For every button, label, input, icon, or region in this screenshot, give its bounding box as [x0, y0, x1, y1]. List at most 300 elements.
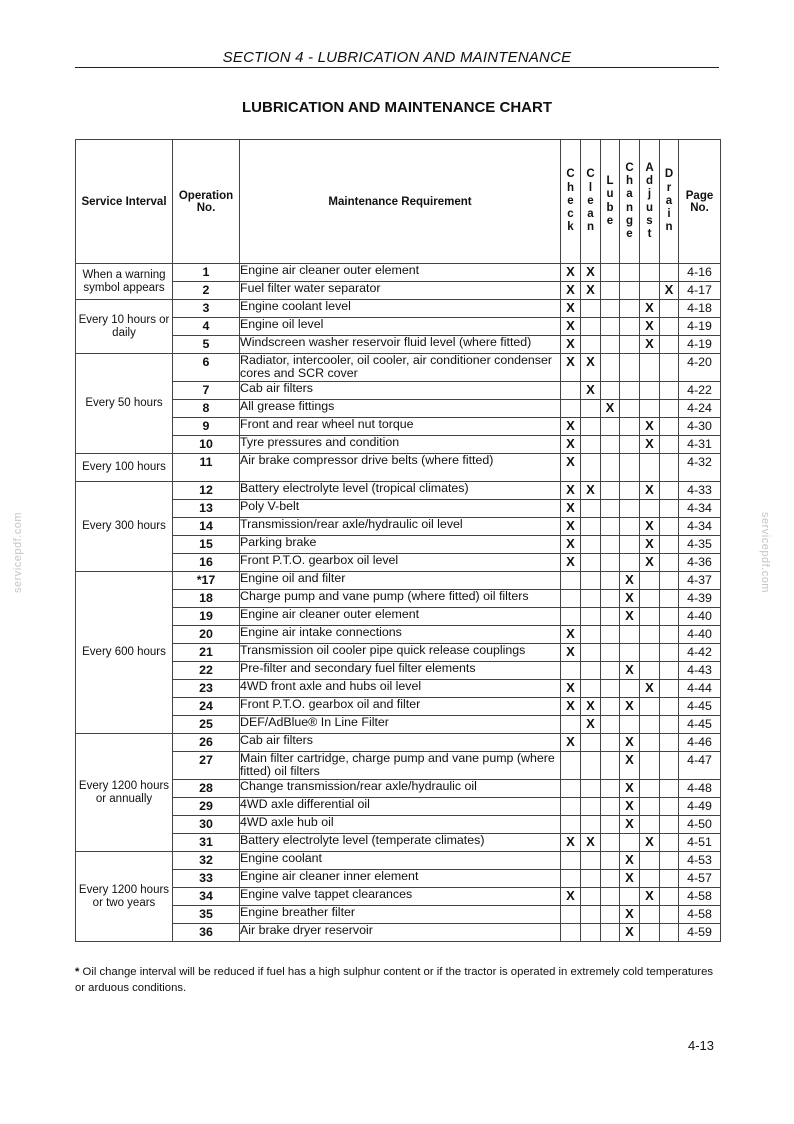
- operation-no-cell: 20: [173, 626, 240, 644]
- change-mark-cell: [620, 716, 640, 734]
- adjust-mark-cell: [640, 590, 660, 608]
- lube-mark-cell: [601, 816, 620, 834]
- check-mark-cell: X: [561, 300, 581, 318]
- lube-mark-cell: [601, 752, 620, 780]
- adjust-mark-cell: [640, 400, 660, 418]
- service-interval-cell: Every 300 hours: [76, 482, 173, 572]
- table-row: [76, 500, 721, 518]
- requirement-cell: Engine oil level: [240, 318, 561, 336]
- drain-mark-cell: [660, 572, 679, 590]
- page-no-cell: 4-50: [679, 816, 721, 834]
- operation-no-cell: 10: [173, 436, 240, 454]
- operation-no-cell: 14: [173, 518, 240, 536]
- page-no-cell: 4-36: [679, 554, 721, 572]
- service-interval-cell: Every 50 hours: [76, 354, 173, 454]
- page-no-cell: 4-34: [679, 518, 721, 536]
- lube-mark-cell: [601, 500, 620, 518]
- clean-mark-cell: [581, 870, 601, 888]
- drain-mark-cell: X: [660, 282, 679, 300]
- table-row: [76, 300, 721, 318]
- check-mark-cell: [561, 382, 581, 400]
- table-row: [76, 590, 721, 608]
- drain-mark-cell: [660, 264, 679, 282]
- operation-no-cell: 36: [173, 924, 240, 942]
- requirement-cell: Engine coolant: [240, 852, 561, 870]
- operation-no-cell: 25: [173, 716, 240, 734]
- operation-no-cell: 7: [173, 382, 240, 400]
- operation-no-cell: 23: [173, 680, 240, 698]
- check-mark-cell: X: [561, 482, 581, 500]
- requirement-cell: Transmission/rear axle/hydraulic oil level: [240, 518, 561, 536]
- lube-mark-cell: [601, 572, 620, 590]
- lube-mark-cell: [601, 698, 620, 716]
- service-interval-cell: Every 1200 hours or annually: [76, 734, 173, 852]
- lube-mark-cell: [601, 888, 620, 906]
- drain-mark-cell: [660, 644, 679, 662]
- clean-mark-cell: [581, 780, 601, 798]
- maintenance-chart: [75, 139, 721, 942]
- operation-no-cell: 13: [173, 500, 240, 518]
- col-lube: L u b e: [601, 140, 620, 264]
- clean-mark-cell: [581, 888, 601, 906]
- check-mark-cell: X: [561, 644, 581, 662]
- operation-no-cell: 1: [173, 264, 240, 282]
- check-mark-cell: [561, 572, 581, 590]
- page-no-cell: 4-46: [679, 734, 721, 752]
- lube-mark-cell: [601, 282, 620, 300]
- drain-mark-cell: [660, 482, 679, 500]
- clean-mark-cell: X: [581, 834, 601, 852]
- table-row: [76, 626, 721, 644]
- operation-no-cell: 33: [173, 870, 240, 888]
- service-interval-cell: Every 1200 hours or two years: [76, 852, 173, 942]
- change-mark-cell: [620, 354, 640, 382]
- check-mark-cell: [561, 798, 581, 816]
- requirement-cell: 4WD axle hub oil: [240, 816, 561, 834]
- clean-mark-cell: X: [581, 282, 601, 300]
- change-mark-cell: [620, 264, 640, 282]
- operation-no-cell: 19: [173, 608, 240, 626]
- lube-mark-cell: [601, 680, 620, 698]
- page-title: LUBRICATION AND MAINTENANCE CHART: [242, 99, 552, 116]
- page-no-cell: 4-31: [679, 436, 721, 454]
- page-no-cell: 4-17: [679, 282, 721, 300]
- requirement-cell: Engine air cleaner inner element: [240, 870, 561, 888]
- check-mark-cell: [561, 590, 581, 608]
- check-mark-cell: X: [561, 888, 581, 906]
- table-row: [76, 608, 721, 626]
- clean-mark-cell: [581, 798, 601, 816]
- lube-mark-cell: [601, 834, 620, 852]
- page-no-cell: 4-59: [679, 924, 721, 942]
- drain-mark-cell: [660, 454, 679, 482]
- page-no-cell: 4-42: [679, 644, 721, 662]
- lube-mark-cell: [601, 644, 620, 662]
- page-no-cell: 4-51: [679, 834, 721, 852]
- table-row: [76, 336, 721, 354]
- clean-mark-cell: X: [581, 264, 601, 282]
- requirement-cell: Change transmission/rear axle/hydraulic oil: [240, 780, 561, 798]
- clean-mark-cell: [581, 644, 601, 662]
- check-mark-cell: X: [561, 554, 581, 572]
- check-mark-cell: X: [561, 698, 581, 716]
- lube-mark-cell: [601, 318, 620, 336]
- operation-no-cell: 6: [173, 354, 240, 382]
- change-mark-cell: [620, 400, 640, 418]
- drain-mark-cell: [660, 716, 679, 734]
- drain-mark-cell: [660, 680, 679, 698]
- check-mark-cell: X: [561, 282, 581, 300]
- drain-mark-cell: [660, 888, 679, 906]
- clean-mark-cell: [581, 400, 601, 418]
- table-row: [76, 698, 721, 716]
- change-mark-cell: [620, 318, 640, 336]
- col-maintenance-requirement: Maintenance Requirement: [240, 140, 561, 264]
- clean-mark-cell: X: [581, 716, 601, 734]
- page-no-cell: 4-19: [679, 318, 721, 336]
- check-mark-cell: [561, 400, 581, 418]
- watermark-left: servicepdf.com: [12, 512, 24, 593]
- requirement-cell: Windscreen washer reservoir fluid level (where fitted): [240, 336, 561, 354]
- operation-no-cell: 27: [173, 752, 240, 780]
- change-mark-cell: X: [620, 734, 640, 752]
- adjust-mark-cell: [640, 798, 660, 816]
- requirement-cell: Fuel filter water separator: [240, 282, 561, 300]
- page-no-cell: 4-48: [679, 780, 721, 798]
- requirement-cell: Front and rear wheel nut torque: [240, 418, 561, 436]
- operation-no-cell: 31: [173, 834, 240, 852]
- clean-mark-cell: X: [581, 382, 601, 400]
- change-mark-cell: X: [620, 816, 640, 834]
- check-mark-cell: X: [561, 336, 581, 354]
- check-mark-cell: [561, 924, 581, 942]
- col-drain: D r a i n: [660, 140, 679, 264]
- clean-mark-cell: [581, 680, 601, 698]
- table-row: [76, 834, 721, 852]
- check-mark-cell: [561, 870, 581, 888]
- requirement-cell: All grease fittings: [240, 400, 561, 418]
- drain-mark-cell: [660, 662, 679, 680]
- footnote: [75, 964, 725, 996]
- change-mark-cell: [620, 626, 640, 644]
- check-mark-cell: [561, 906, 581, 924]
- requirement-cell: Engine valve tappet clearances: [240, 888, 561, 906]
- check-mark-cell: [561, 852, 581, 870]
- lube-mark-cell: [601, 780, 620, 798]
- page-no-cell: 4-20: [679, 354, 721, 382]
- lube-mark-cell: [601, 798, 620, 816]
- drain-mark-cell: [660, 698, 679, 716]
- drain-mark-cell: [660, 590, 679, 608]
- requirement-cell: Engine breather filter: [240, 906, 561, 924]
- lube-mark-cell: [601, 716, 620, 734]
- requirement-cell: Main filter cartridge, charge pump and vane pump (where fitted) oil filters: [240, 752, 561, 780]
- requirement-cell: Cab air filters: [240, 734, 561, 752]
- drain-mark-cell: [660, 816, 679, 834]
- drain-mark-cell: [660, 336, 679, 354]
- drain-mark-cell: [660, 752, 679, 780]
- col-clean: C l e a n: [581, 140, 601, 264]
- operation-no-cell: 12: [173, 482, 240, 500]
- requirement-cell: Parking brake: [240, 536, 561, 554]
- requirement-cell: Engine coolant level: [240, 300, 561, 318]
- adjust-mark-cell: [640, 282, 660, 300]
- requirement-cell: Charge pump and vane pump (where fitted) oil filters: [240, 590, 561, 608]
- check-mark-cell: [561, 662, 581, 680]
- check-mark-cell: [561, 608, 581, 626]
- page-no-cell: 4-24: [679, 400, 721, 418]
- requirement-cell: Engine air cleaner outer element: [240, 264, 561, 282]
- clean-mark-cell: [581, 500, 601, 518]
- header-row: [76, 140, 721, 264]
- change-mark-cell: [620, 888, 640, 906]
- requirement-cell: Front P.T.O. gearbox oil and filter: [240, 698, 561, 716]
- adjust-mark-cell: [640, 906, 660, 924]
- page-no-cell: 4-47: [679, 752, 721, 780]
- table-row: [76, 734, 721, 752]
- adjust-mark-cell: [640, 870, 660, 888]
- adjust-mark-cell: X: [640, 518, 660, 536]
- clean-mark-cell: X: [581, 482, 601, 500]
- clean-mark-cell: [581, 336, 601, 354]
- drain-mark-cell: [660, 500, 679, 518]
- clean-mark-cell: [581, 436, 601, 454]
- change-mark-cell: [620, 834, 640, 852]
- lube-mark-cell: [601, 626, 620, 644]
- page-no-cell: 4-18: [679, 300, 721, 318]
- clean-mark-cell: [581, 924, 601, 942]
- change-mark-cell: [620, 282, 640, 300]
- clean-mark-cell: [581, 454, 601, 482]
- drain-mark-cell: [660, 300, 679, 318]
- clean-mark-cell: [581, 318, 601, 336]
- requirement-cell: Poly V-belt: [240, 500, 561, 518]
- operation-no-cell: 30: [173, 816, 240, 834]
- adjust-mark-cell: X: [640, 680, 660, 698]
- requirement-cell: Air brake compressor drive belts (where fitted): [240, 454, 561, 482]
- page-no-cell: 4-32: [679, 454, 721, 482]
- lube-mark-cell: [601, 536, 620, 554]
- page-no-cell: 4-49: [679, 798, 721, 816]
- requirement-cell: Radiator, intercooler, oil cooler, air conditioner condenser cores and SCR cover: [240, 354, 561, 382]
- adjust-mark-cell: X: [640, 834, 660, 852]
- page-no-cell: 4-40: [679, 626, 721, 644]
- operation-no-cell: 15: [173, 536, 240, 554]
- change-mark-cell: [620, 382, 640, 400]
- change-mark-cell: [620, 680, 640, 698]
- requirement-cell: Engine oil and filter: [240, 572, 561, 590]
- operation-no-cell: *17: [173, 572, 240, 590]
- change-mark-cell: [620, 436, 640, 454]
- footnote-star: *: [75, 966, 80, 978]
- drain-mark-cell: [660, 780, 679, 798]
- change-mark-cell: X: [620, 780, 640, 798]
- check-mark-cell: X: [561, 626, 581, 644]
- page-no-cell: 4-44: [679, 680, 721, 698]
- change-mark-cell: [620, 644, 640, 662]
- table-row: [76, 924, 721, 942]
- clean-mark-cell: [581, 752, 601, 780]
- clean-mark-cell: [581, 572, 601, 590]
- page-no-cell: 4-22: [679, 382, 721, 400]
- lube-mark-cell: [601, 852, 620, 870]
- service-interval-cell: Every 100 hours: [76, 454, 173, 482]
- table-row: [76, 870, 721, 888]
- table-row: [76, 680, 721, 698]
- clean-mark-cell: [581, 662, 601, 680]
- table-row: [76, 816, 721, 834]
- check-mark-cell: X: [561, 418, 581, 436]
- check-mark-cell: X: [561, 318, 581, 336]
- check-mark-cell: X: [561, 264, 581, 282]
- col-operation-no: Operation No.: [173, 140, 240, 264]
- operation-no-cell: 11: [173, 454, 240, 482]
- col-change: C h a n g e: [620, 140, 640, 264]
- operation-no-cell: 24: [173, 698, 240, 716]
- drain-mark-cell: [660, 798, 679, 816]
- table-row: [76, 662, 721, 680]
- adjust-mark-cell: [640, 500, 660, 518]
- adjust-mark-cell: X: [640, 536, 660, 554]
- adjust-mark-cell: [640, 734, 660, 752]
- operation-no-cell: 35: [173, 906, 240, 924]
- page-no-cell: 4-35: [679, 536, 721, 554]
- adjust-mark-cell: [640, 626, 660, 644]
- check-mark-cell: X: [561, 500, 581, 518]
- drain-mark-cell: [660, 852, 679, 870]
- adjust-mark-cell: [640, 698, 660, 716]
- adjust-mark-cell: [640, 852, 660, 870]
- table-row: [76, 798, 721, 816]
- adjust-mark-cell: [640, 716, 660, 734]
- lube-mark-cell: [601, 354, 620, 382]
- lube-mark-cell: [601, 608, 620, 626]
- operation-no-cell: 2: [173, 282, 240, 300]
- drain-mark-cell: [660, 734, 679, 752]
- requirement-cell: Front P.T.O. gearbox oil level: [240, 554, 561, 572]
- operation-no-cell: 29: [173, 798, 240, 816]
- lube-mark-cell: [601, 418, 620, 436]
- page-no-cell: 4-45: [679, 698, 721, 716]
- page-no-cell: 4-58: [679, 888, 721, 906]
- change-mark-cell: [620, 418, 640, 436]
- change-mark-cell: X: [620, 572, 640, 590]
- clean-mark-cell: [581, 608, 601, 626]
- section-header: SECTION 4 - LUBRICATION AND MAINTENANCE: [75, 49, 719, 68]
- lube-mark-cell: [601, 454, 620, 482]
- page-no-cell: 4-58: [679, 906, 721, 924]
- table-row: [76, 536, 721, 554]
- check-mark-cell: [561, 716, 581, 734]
- page-no-cell: 4-37: [679, 572, 721, 590]
- page-no-cell: 4-19: [679, 336, 721, 354]
- adjust-mark-cell: [640, 662, 660, 680]
- table-row: [76, 418, 721, 436]
- drain-mark-cell: [660, 436, 679, 454]
- change-mark-cell: X: [620, 798, 640, 816]
- lube-mark-cell: [601, 924, 620, 942]
- table-row: [76, 454, 721, 482]
- adjust-mark-cell: X: [640, 318, 660, 336]
- drain-mark-cell: [660, 924, 679, 942]
- requirement-cell: Air brake dryer reservoir: [240, 924, 561, 942]
- page-no-cell: 4-40: [679, 608, 721, 626]
- table-row: [76, 852, 721, 870]
- drain-mark-cell: [660, 536, 679, 554]
- operation-no-cell: 8: [173, 400, 240, 418]
- col-check: C h e c k: [561, 140, 581, 264]
- requirement-cell: Battery electrolyte level (tropical climates): [240, 482, 561, 500]
- page-no-cell: 4-33: [679, 482, 721, 500]
- change-mark-cell: [620, 500, 640, 518]
- lube-mark-cell: [601, 662, 620, 680]
- adjust-mark-cell: X: [640, 418, 660, 436]
- change-mark-cell: [620, 518, 640, 536]
- adjust-mark-cell: [640, 644, 660, 662]
- clean-mark-cell: [581, 816, 601, 834]
- clean-mark-cell: X: [581, 354, 601, 382]
- adjust-mark-cell: [640, 780, 660, 798]
- table-row: [76, 716, 721, 734]
- lube-mark-cell: [601, 482, 620, 500]
- clean-mark-cell: [581, 590, 601, 608]
- clean-mark-cell: [581, 536, 601, 554]
- lube-mark-cell: [601, 554, 620, 572]
- change-mark-cell: [620, 536, 640, 554]
- change-mark-cell: [620, 554, 640, 572]
- table-row: [76, 400, 721, 418]
- clean-mark-cell: [581, 734, 601, 752]
- table-row: [76, 752, 721, 780]
- lube-mark-cell: [601, 870, 620, 888]
- adjust-mark-cell: [640, 752, 660, 780]
- adjust-mark-cell: [640, 382, 660, 400]
- lube-mark-cell: [601, 518, 620, 536]
- operation-no-cell: 4: [173, 318, 240, 336]
- drain-mark-cell: [660, 906, 679, 924]
- drain-mark-cell: [660, 518, 679, 536]
- table-row: [76, 482, 721, 500]
- drain-mark-cell: [660, 354, 679, 382]
- requirement-cell: Battery electrolyte level (temperate climates): [240, 834, 561, 852]
- table-row: [76, 554, 721, 572]
- adjust-mark-cell: [640, 816, 660, 834]
- requirement-cell: Cab air filters: [240, 382, 561, 400]
- operation-no-cell: 18: [173, 590, 240, 608]
- requirement-cell: 4WD axle differential oil: [240, 798, 561, 816]
- table-row: [76, 644, 721, 662]
- requirement-cell: Engine air cleaner outer element: [240, 608, 561, 626]
- adjust-mark-cell: [640, 572, 660, 590]
- change-mark-cell: [620, 482, 640, 500]
- change-mark-cell: X: [620, 752, 640, 780]
- drain-mark-cell: [660, 608, 679, 626]
- check-mark-cell: X: [561, 436, 581, 454]
- lube-mark-cell: X: [601, 400, 620, 418]
- drain-mark-cell: [660, 400, 679, 418]
- change-mark-cell: X: [620, 662, 640, 680]
- table-row: [76, 382, 721, 400]
- operation-no-cell: 26: [173, 734, 240, 752]
- adjust-mark-cell: [640, 608, 660, 626]
- clean-mark-cell: [581, 518, 601, 536]
- page-no-cell: 4-34: [679, 500, 721, 518]
- check-mark-cell: X: [561, 454, 581, 482]
- operation-no-cell: 32: [173, 852, 240, 870]
- adjust-mark-cell: [640, 264, 660, 282]
- lube-mark-cell: [601, 264, 620, 282]
- adjust-mark-cell: X: [640, 300, 660, 318]
